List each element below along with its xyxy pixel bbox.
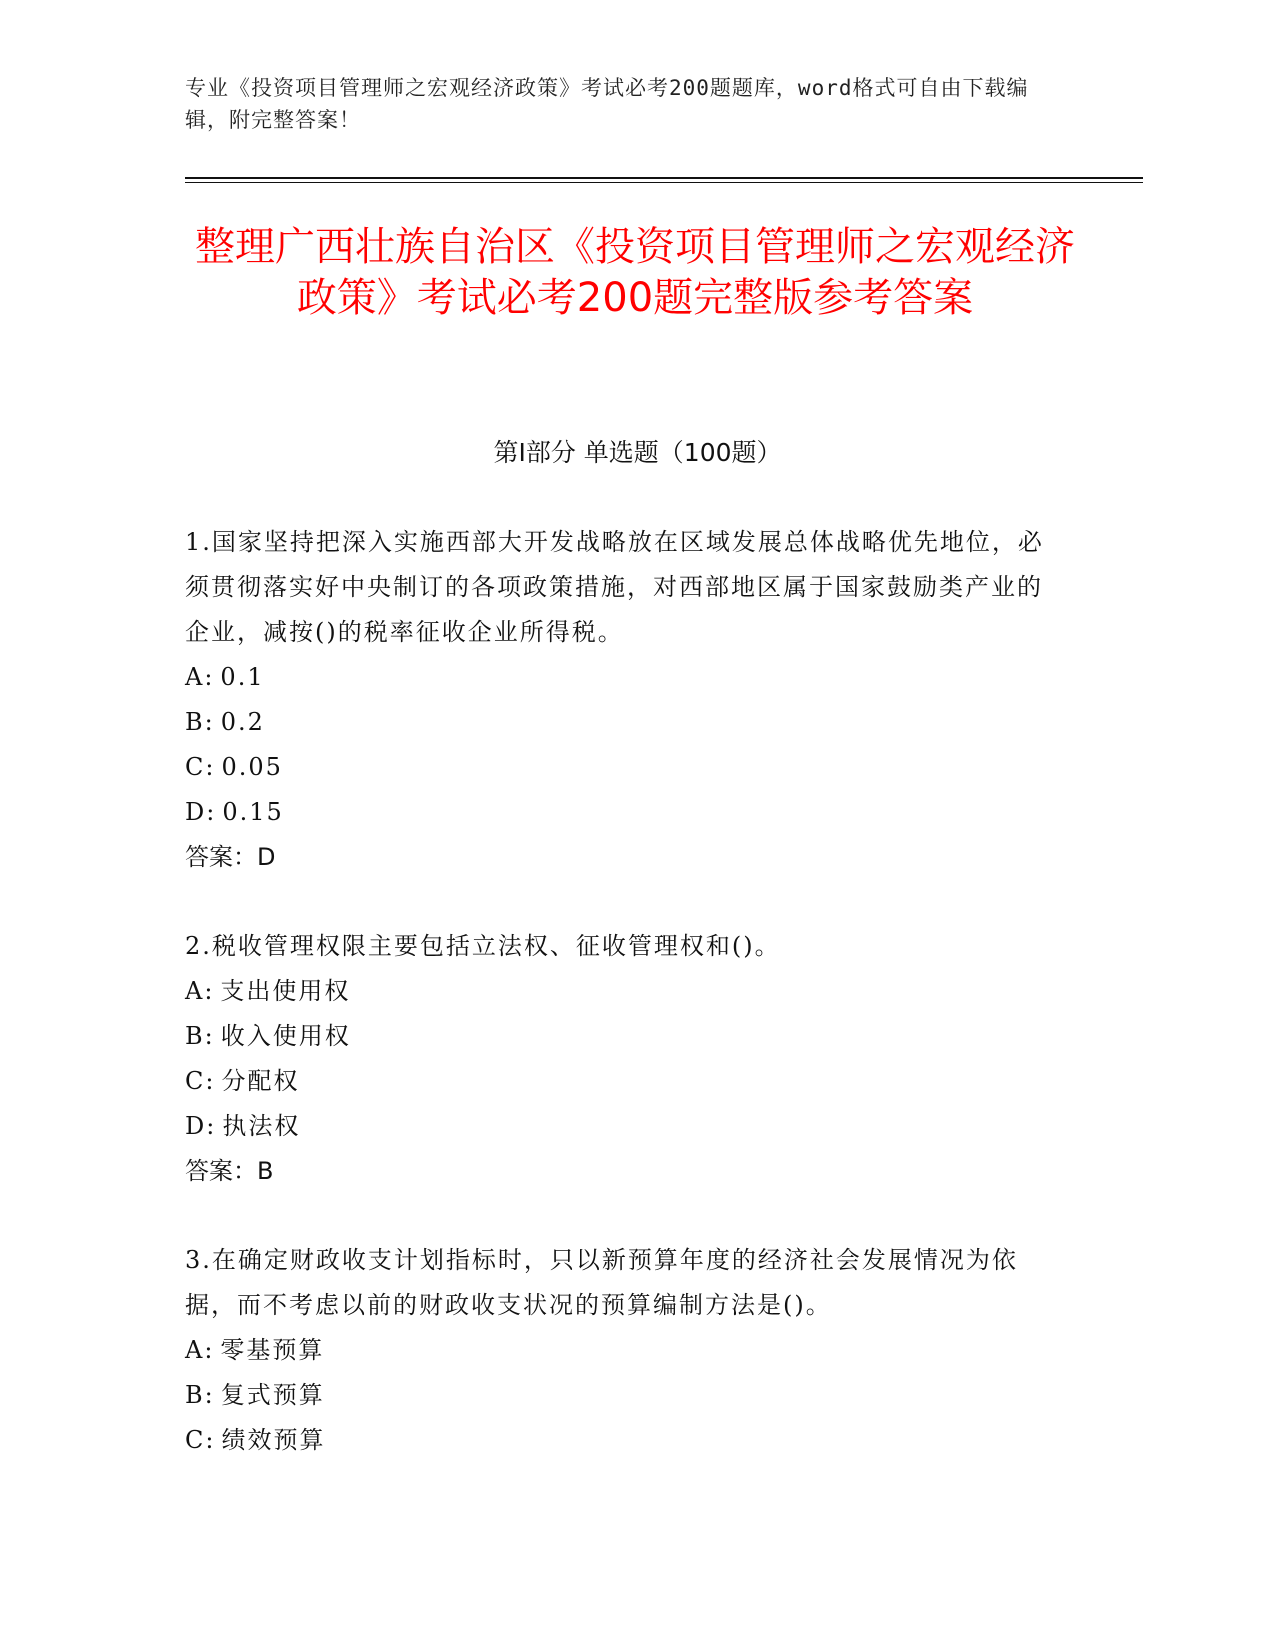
option-label: A:: [185, 1336, 215, 1364]
option-text: 执法权: [222, 1112, 301, 1140]
option-text: 零基预算: [220, 1336, 325, 1364]
option-text: 0.05: [221, 753, 283, 781]
question-stem: 3.在确定财政收支计划指标时，只以新预算年度的经济社会发展情况为依据，而不考虑以前的财政收支状况的预算编制方法是()。: [185, 1246, 1018, 1319]
option-label: D:: [185, 798, 217, 826]
header-rule-thin: [185, 182, 1143, 183]
option-label: B:: [185, 1381, 215, 1409]
option-text: 绩效预算: [221, 1426, 326, 1454]
question-list: [185, 520, 1065, 1507]
question-stem: 2.税收管理权限主要包括立法权、征收管理权和()。: [185, 932, 781, 960]
option-label: A:: [185, 977, 215, 1005]
option-text: 收入使用权: [220, 1022, 351, 1050]
option-d: [185, 790, 1065, 835]
option-label: C:: [185, 753, 216, 781]
option-label: B:: [185, 1022, 215, 1050]
option-c: [185, 1418, 1065, 1463]
answer: 答案：B: [185, 1157, 274, 1185]
question-3: [185, 1238, 1065, 1463]
option-text: 0.15: [222, 798, 284, 826]
header-note: 专业《投资项目管理师之宏观经济政策》考试必考200题题库，word格式可自由下载编辑，附完整答案！: [185, 76, 1029, 132]
option-text: 复式预算: [220, 1381, 325, 1409]
option-label: B:: [185, 708, 215, 736]
option-text: 分配权: [221, 1067, 300, 1095]
option-b: [185, 1373, 1065, 1418]
header-rule-thick: [185, 177, 1143, 179]
option-label: C:: [185, 1426, 216, 1454]
question-1: [185, 520, 1065, 880]
option-a: [185, 655, 1065, 700]
option-text: 0.2: [220, 708, 265, 736]
option-text: 支出使用权: [220, 977, 351, 1005]
question-stem: 1.国家坚持把深入实施西部大开发战略放在区域发展总体战略优先地位，必须贯彻落实好中央制订的各项政策措施，对西部地区属于国家鼓励类产业的企业，减按()的税率征收企业所得税。: [185, 528, 1044, 646]
document-title: 整理广西壮族自治区《投资项目管理师之宏观经济政策》考试必考200题完整版参考答案: [195, 224, 1075, 321]
option-c: [185, 1059, 1065, 1104]
question-2: [185, 924, 1065, 1194]
option-b: [185, 700, 1065, 745]
option-a: [185, 969, 1065, 1014]
option-label: C:: [185, 1067, 216, 1095]
option-text: 0.1: [220, 663, 265, 691]
option-d: [185, 1104, 1065, 1149]
option-a: [185, 1328, 1065, 1373]
option-label: A:: [185, 663, 215, 691]
option-label: D:: [185, 1112, 217, 1140]
option-c: [185, 745, 1065, 790]
section-title: 第I部分 单选题（100题）: [493, 438, 782, 467]
option-b: [185, 1014, 1065, 1059]
answer: 答案：D: [185, 843, 276, 871]
